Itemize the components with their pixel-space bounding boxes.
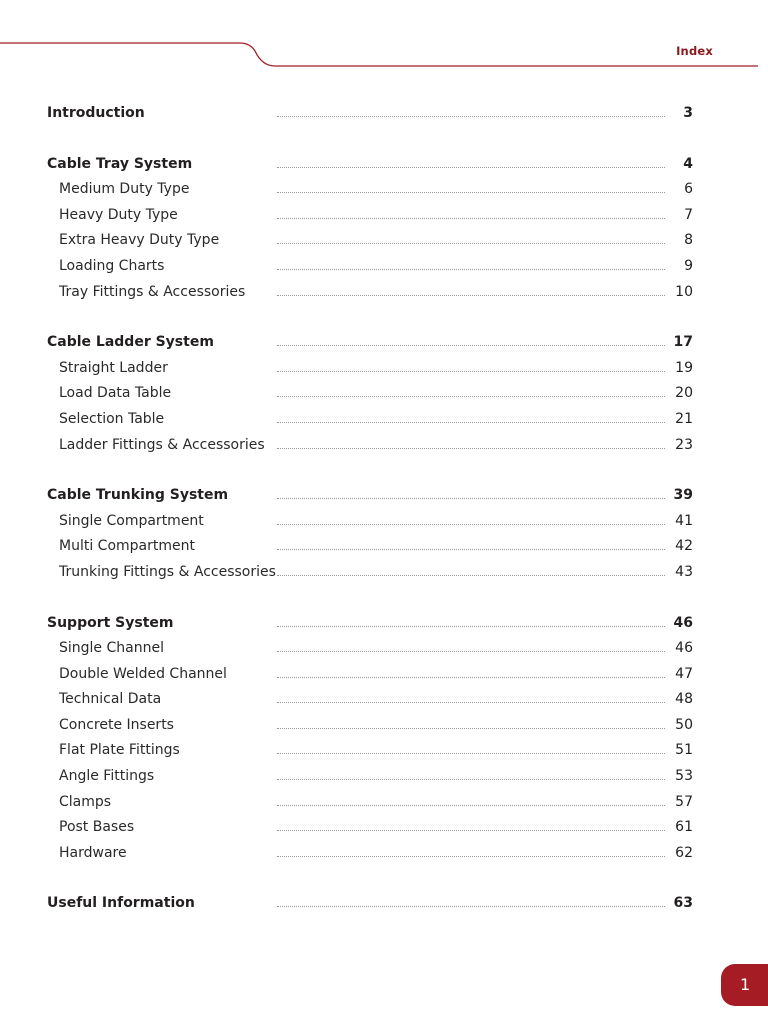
toc-section: [0, 611, 768, 867]
toc-section-title: Useful Information: [47, 895, 195, 912]
dot-leader: [277, 651, 665, 652]
toc-entry-label: Post Bases: [59, 819, 135, 836]
toc-page-number: 19: [675, 359, 693, 376]
toc-section-row[interactable]: [0, 101, 768, 127]
dot-leader: [277, 524, 665, 525]
dot-leader: [277, 677, 665, 678]
toc-page-number: 8: [684, 232, 693, 249]
toc-section: [0, 483, 768, 585]
toc-page-number: 21: [675, 410, 693, 427]
dot-leader: [277, 549, 665, 550]
toc-entry-label: Trunking Fittings & Accessories: [59, 563, 276, 580]
dot-leader: [277, 345, 665, 346]
toc-entry-label: Tray Fittings & Accessories: [59, 283, 246, 300]
page-title: Index: [676, 44, 713, 58]
toc-page-number: 61: [675, 819, 693, 836]
toc-entry-row[interactable]: [0, 815, 768, 841]
toc-entry-row[interactable]: [0, 407, 768, 433]
toc-entry-label: Technical Data: [59, 691, 162, 708]
dot-leader: [277, 295, 665, 296]
dot-leader: [277, 906, 665, 907]
dot-leader: [277, 805, 665, 806]
toc-entry-label: Flat Plate Fittings: [59, 742, 180, 759]
toc-entry-row[interactable]: [0, 177, 768, 203]
toc-section-row[interactable]: [0, 891, 768, 917]
toc-page-number: 51: [675, 742, 693, 759]
toc-page-number: 6: [684, 181, 693, 198]
toc-page-number: 9: [684, 257, 693, 274]
toc-section-row[interactable]: [0, 330, 768, 356]
toc-section-title: Cable Tray System: [47, 155, 193, 172]
toc-section: [0, 101, 768, 127]
toc-entry-label: Load Data Table: [59, 385, 172, 402]
dot-leader: [277, 218, 665, 219]
toc-page-number: 17: [673, 334, 693, 351]
toc-section-title: Cable Ladder System: [47, 334, 214, 351]
toc-page-number: 48: [675, 691, 693, 708]
toc-entry-row[interactable]: [0, 356, 768, 382]
toc-entry-label: Clamps: [59, 793, 112, 810]
page-number: 1: [740, 975, 751, 994]
toc-page-number: 39: [673, 487, 693, 504]
toc-entry-label: Hardware: [59, 844, 127, 861]
toc-entry-label: Extra Heavy Duty Type: [59, 232, 220, 249]
dot-leader: [277, 626, 665, 627]
dot-leader: [277, 702, 665, 703]
toc-page-number: 50: [675, 716, 693, 733]
toc-entry-label: Angle Fittings: [59, 768, 155, 785]
toc-entry-row[interactable]: [0, 534, 768, 560]
toc-entry-row[interactable]: [0, 228, 768, 254]
toc-entry-label: Single Compartment: [59, 512, 204, 529]
toc-entry-label: Loading Charts: [59, 257, 165, 274]
toc-entry-row[interactable]: [0, 713, 768, 739]
dot-leader: [277, 371, 665, 372]
dot-leader: [277, 269, 665, 270]
table-of-contents: [0, 101, 768, 942]
dot-leader: [277, 575, 665, 576]
dot-leader: [277, 753, 665, 754]
toc-section-title: Introduction: [47, 105, 145, 121]
dot-leader: [277, 728, 665, 729]
toc-entry-label: Double Welded Channel: [59, 665, 227, 682]
toc-page-number: 20: [675, 385, 693, 402]
toc-page-number: 41: [675, 512, 693, 529]
toc-entry-row[interactable]: [0, 687, 768, 713]
toc-entry-label: Multi Compartment: [59, 538, 195, 555]
dot-leader: [277, 167, 665, 168]
dot-leader: [277, 116, 665, 117]
dot-leader: [277, 243, 665, 244]
toc-entry-row[interactable]: [0, 841, 768, 867]
page-number-badge: [721, 964, 768, 1006]
toc-section-title: Cable Trunking System: [47, 487, 229, 504]
toc-entry-row[interactable]: [0, 764, 768, 790]
toc-section: [0, 152, 768, 306]
dot-leader: [277, 396, 665, 397]
toc-page-number: 4: [683, 155, 693, 172]
toc-section-row[interactable]: [0, 611, 768, 637]
toc-entry-label: Medium Duty Type: [59, 181, 190, 198]
toc-entry-label: Heavy Duty Type: [59, 206, 178, 223]
dot-leader: [277, 779, 665, 780]
dot-leader: [277, 192, 665, 193]
toc-page-number: 62: [675, 844, 693, 861]
toc-page-number: 57: [675, 793, 693, 810]
toc-page-number: 7: [684, 206, 693, 223]
toc-page-number: 10: [675, 283, 693, 300]
dot-leader: [277, 856, 665, 857]
toc-entry-row[interactable]: [0, 738, 768, 764]
toc-page-number: 23: [675, 436, 693, 453]
toc-entry-label: Straight Ladder: [59, 359, 168, 376]
toc-entry-row[interactable]: [0, 433, 768, 459]
toc-page-number: 47: [675, 665, 693, 682]
toc-entry-label: Ladder Fittings & Accessories: [59, 436, 265, 453]
toc-entry-row[interactable]: [0, 509, 768, 535]
toc-entry-row[interactable]: [0, 636, 768, 662]
toc-section-row[interactable]: [0, 152, 768, 178]
toc-page-number: 3: [683, 105, 693, 121]
toc-entry-row[interactable]: [0, 254, 768, 280]
toc-page-number: 63: [673, 895, 693, 912]
toc-section: [0, 891, 768, 917]
toc-entry-label: Single Channel: [59, 640, 164, 657]
toc-page-number: 46: [673, 614, 693, 631]
dot-leader: [277, 422, 665, 423]
toc-entry-row[interactable]: [0, 662, 768, 688]
dot-leader: [277, 498, 665, 499]
toc-entry-label: Concrete Inserts: [59, 716, 174, 733]
toc-page-number: 53: [675, 768, 693, 785]
toc-page-number: 46: [675, 640, 693, 657]
toc-page-number: 42: [675, 538, 693, 555]
toc-section: [0, 330, 768, 458]
dot-leader: [277, 448, 665, 449]
toc-entry-row[interactable]: [0, 790, 768, 816]
dot-leader: [277, 830, 665, 831]
toc-entry-row[interactable]: [0, 203, 768, 229]
toc-section-row[interactable]: [0, 483, 768, 509]
header-rule: [0, 0, 768, 80]
toc-entry-label: Selection Table: [59, 410, 165, 427]
toc-page-number: 43: [675, 563, 693, 580]
toc-entry-row[interactable]: [0, 280, 768, 306]
toc-entry-row[interactable]: [0, 560, 768, 586]
toc-section-title: Support System: [47, 614, 174, 631]
toc-entry-row[interactable]: [0, 381, 768, 407]
